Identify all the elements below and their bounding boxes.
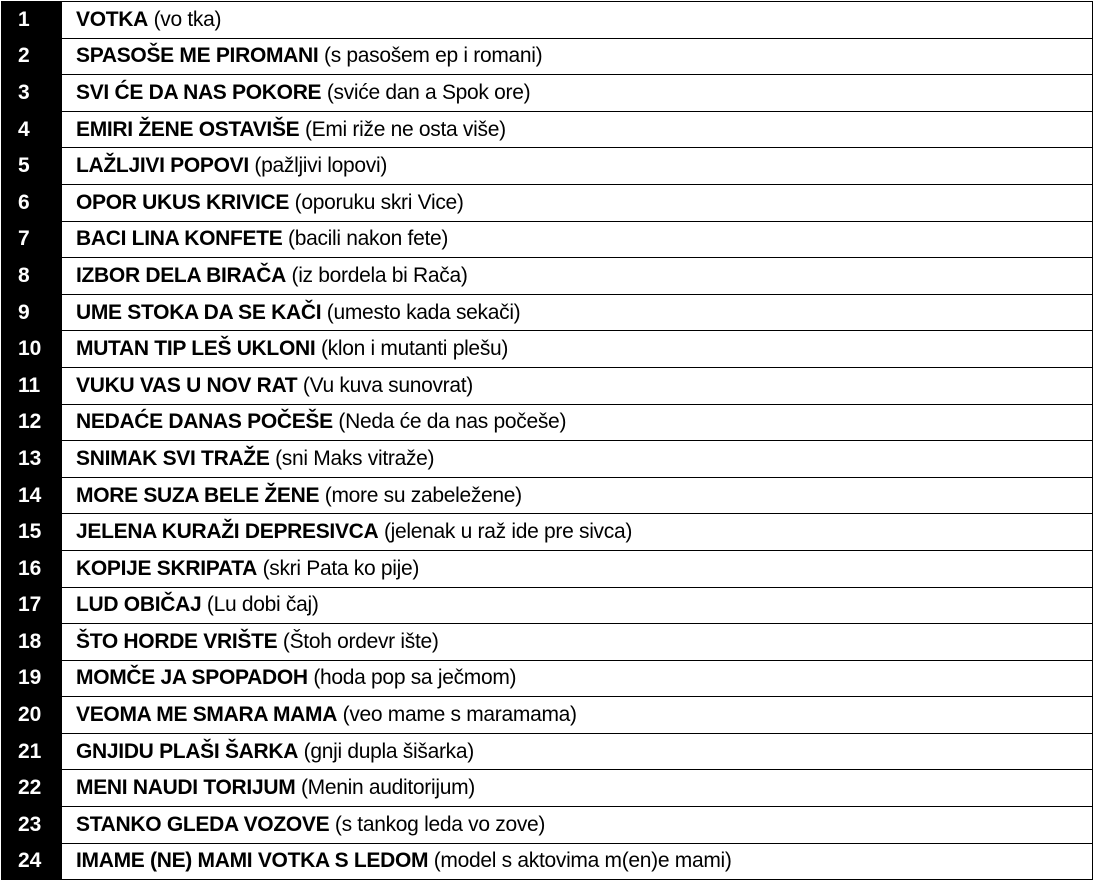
table-row bbox=[2, 733, 1093, 770]
phrase: LAŽLJIVI POPOVI bbox=[76, 154, 249, 178]
anagram-table bbox=[1, 1, 1093, 880]
row-number: 19 bbox=[2, 660, 62, 697]
row-number: 11 bbox=[2, 367, 62, 404]
anagram: (s pasošem ep i romani) bbox=[324, 44, 543, 68]
phrase: SVI ĆE DA NAS POKORE bbox=[76, 80, 322, 104]
table-row bbox=[2, 660, 1093, 697]
phrase: KOPIJE SKRIPATA bbox=[76, 556, 258, 580]
row-number: 24 bbox=[2, 843, 62, 880]
table-row bbox=[2, 75, 1093, 112]
phrase: MORE SUZA BELE ŽENE bbox=[76, 483, 320, 507]
table-row bbox=[2, 441, 1093, 478]
phrase: BACI LINA KONFETE bbox=[76, 227, 283, 251]
anagram: (hoda pop sa ječmom) bbox=[313, 666, 517, 690]
table-row bbox=[2, 184, 1093, 221]
anagram: (Vu kuva sunovrat) bbox=[302, 373, 473, 397]
anagram: (s tankog leda vo zove) bbox=[334, 812, 546, 836]
row-text bbox=[62, 441, 1093, 478]
table-row bbox=[2, 404, 1093, 441]
row-number: 17 bbox=[2, 587, 62, 624]
row-text bbox=[62, 733, 1093, 770]
anagram: (iz bordela bi Rača) bbox=[291, 263, 468, 287]
row-number: 21 bbox=[2, 733, 62, 770]
anagram: (sni Maks vitraže) bbox=[275, 446, 435, 470]
row-text bbox=[62, 294, 1093, 331]
row-text bbox=[62, 367, 1093, 404]
table-row bbox=[2, 550, 1093, 587]
phrase: VOTKA bbox=[76, 7, 149, 31]
anagram: (model s aktovima m(en)e mami) bbox=[433, 849, 732, 873]
anagram: (veo mame s maramama) bbox=[342, 703, 577, 727]
anagram: (vo tka) bbox=[153, 7, 222, 31]
anagram: (gnji dupla šišarka) bbox=[303, 739, 474, 763]
row-number: 3 bbox=[2, 75, 62, 112]
phrase: ŠTO HORDE VRIŠTE bbox=[76, 629, 278, 653]
row-text bbox=[62, 697, 1093, 734]
row-number: 7 bbox=[2, 221, 62, 258]
table-row bbox=[2, 294, 1093, 331]
phrase: IMAME (NE) MAMI VOTKA S LEDOM bbox=[76, 849, 429, 873]
anagram: (pažljivi lopovi) bbox=[254, 154, 388, 178]
table-row bbox=[2, 258, 1093, 295]
row-text bbox=[62, 111, 1093, 148]
phrase: IZBOR DELA BIRAČA bbox=[76, 263, 286, 287]
phrase: OPOR UKUS KRIVICE bbox=[76, 190, 290, 214]
phrase: MOMČE JA SPOPADOH bbox=[76, 666, 308, 690]
phrase: VEOMA ME SMARA MAMA bbox=[76, 703, 338, 727]
table-row bbox=[2, 514, 1093, 551]
anagram: (oporuku skri Vice) bbox=[294, 190, 464, 214]
anagram: (sviće dan a Spok ore) bbox=[326, 80, 531, 104]
row-number: 2 bbox=[2, 38, 62, 75]
row-text bbox=[62, 75, 1093, 112]
phrase: NEDAĆE DANAS POČEŠE bbox=[76, 410, 333, 434]
row-number: 10 bbox=[2, 331, 62, 368]
table-row bbox=[2, 111, 1093, 148]
anagram: (Lu dobi čaj) bbox=[206, 593, 319, 617]
row-number: 14 bbox=[2, 477, 62, 514]
row-text bbox=[62, 477, 1093, 514]
row-text bbox=[62, 660, 1093, 697]
row-text bbox=[62, 514, 1093, 551]
phrase: EMIRI ŽENE OSTAVIŠE bbox=[76, 117, 300, 141]
row-text bbox=[62, 587, 1093, 624]
row-text bbox=[62, 2, 1093, 39]
anagram: (klon i mutanti plešu) bbox=[320, 337, 509, 361]
row-text bbox=[62, 624, 1093, 661]
table-row bbox=[2, 331, 1093, 368]
row-number: 22 bbox=[2, 770, 62, 807]
row-number: 8 bbox=[2, 258, 62, 295]
phrase: UME STOKA DA SE KAČI bbox=[76, 300, 322, 324]
row-number: 23 bbox=[2, 807, 62, 844]
row-number: 1 bbox=[2, 2, 62, 39]
table-row bbox=[2, 770, 1093, 807]
table-row bbox=[2, 38, 1093, 75]
anagram: (umesto kada sekači) bbox=[326, 300, 521, 324]
row-number: 13 bbox=[2, 441, 62, 478]
table-row bbox=[2, 624, 1093, 661]
row-text bbox=[62, 148, 1093, 185]
phrase: MUTAN TIP LEŠ UKLONI bbox=[76, 337, 316, 361]
phrase: LUD OBIČAJ bbox=[76, 593, 202, 617]
anagram: (jelenak u raž ide pre sivca) bbox=[383, 520, 633, 544]
row-number: 20 bbox=[2, 697, 62, 734]
table-row bbox=[2, 477, 1093, 514]
row-number: 12 bbox=[2, 404, 62, 441]
anagram: (skri Pata ko pije) bbox=[262, 556, 420, 580]
row-text bbox=[62, 770, 1093, 807]
row-number: 9 bbox=[2, 294, 62, 331]
anagram: (more su zabeležene) bbox=[324, 483, 522, 507]
phrase: SPASOŠE ME PIROMANI bbox=[76, 44, 319, 68]
phrase: VUKU VAS U NOV RAT bbox=[76, 373, 298, 397]
row-text bbox=[62, 807, 1093, 844]
table-body bbox=[2, 2, 1093, 880]
phrase: GNJIDU PLAŠI ŠARKA bbox=[76, 739, 299, 763]
row-text bbox=[62, 221, 1093, 258]
anagram: (Emi riže ne osta više) bbox=[304, 117, 506, 141]
anagram: (Neda će da nas počeše) bbox=[338, 410, 567, 434]
anagram: (bacili nakon fete) bbox=[288, 227, 449, 251]
row-text bbox=[62, 331, 1093, 368]
row-number: 4 bbox=[2, 111, 62, 148]
table-row bbox=[2, 807, 1093, 844]
row-text bbox=[62, 843, 1093, 880]
anagram: (Menin auditorijum) bbox=[300, 776, 475, 800]
table-row bbox=[2, 148, 1093, 185]
table-row bbox=[2, 587, 1093, 624]
table-row bbox=[2, 2, 1093, 39]
table-row bbox=[2, 697, 1093, 734]
row-text bbox=[62, 38, 1093, 75]
row-text bbox=[62, 550, 1093, 587]
table-row bbox=[2, 843, 1093, 880]
row-number: 6 bbox=[2, 184, 62, 221]
phrase: STANKO GLEDA VOZOVE bbox=[76, 812, 330, 836]
row-number: 5 bbox=[2, 148, 62, 185]
phrase: SNIMAK SVI TRAŽE bbox=[76, 446, 270, 470]
row-number: 16 bbox=[2, 550, 62, 587]
row-text bbox=[62, 184, 1093, 221]
table-row bbox=[2, 221, 1093, 258]
phrase: JELENA KURAŽI DEPRESIVCA bbox=[76, 520, 379, 544]
phrase: MENI NAUDI TORIJUM bbox=[76, 776, 296, 800]
row-number: 18 bbox=[2, 624, 62, 661]
row-text bbox=[62, 404, 1093, 441]
table-row bbox=[2, 367, 1093, 404]
anagram: (Štoh ordevr ište) bbox=[282, 629, 439, 653]
row-text bbox=[62, 258, 1093, 295]
row-number: 15 bbox=[2, 514, 62, 551]
